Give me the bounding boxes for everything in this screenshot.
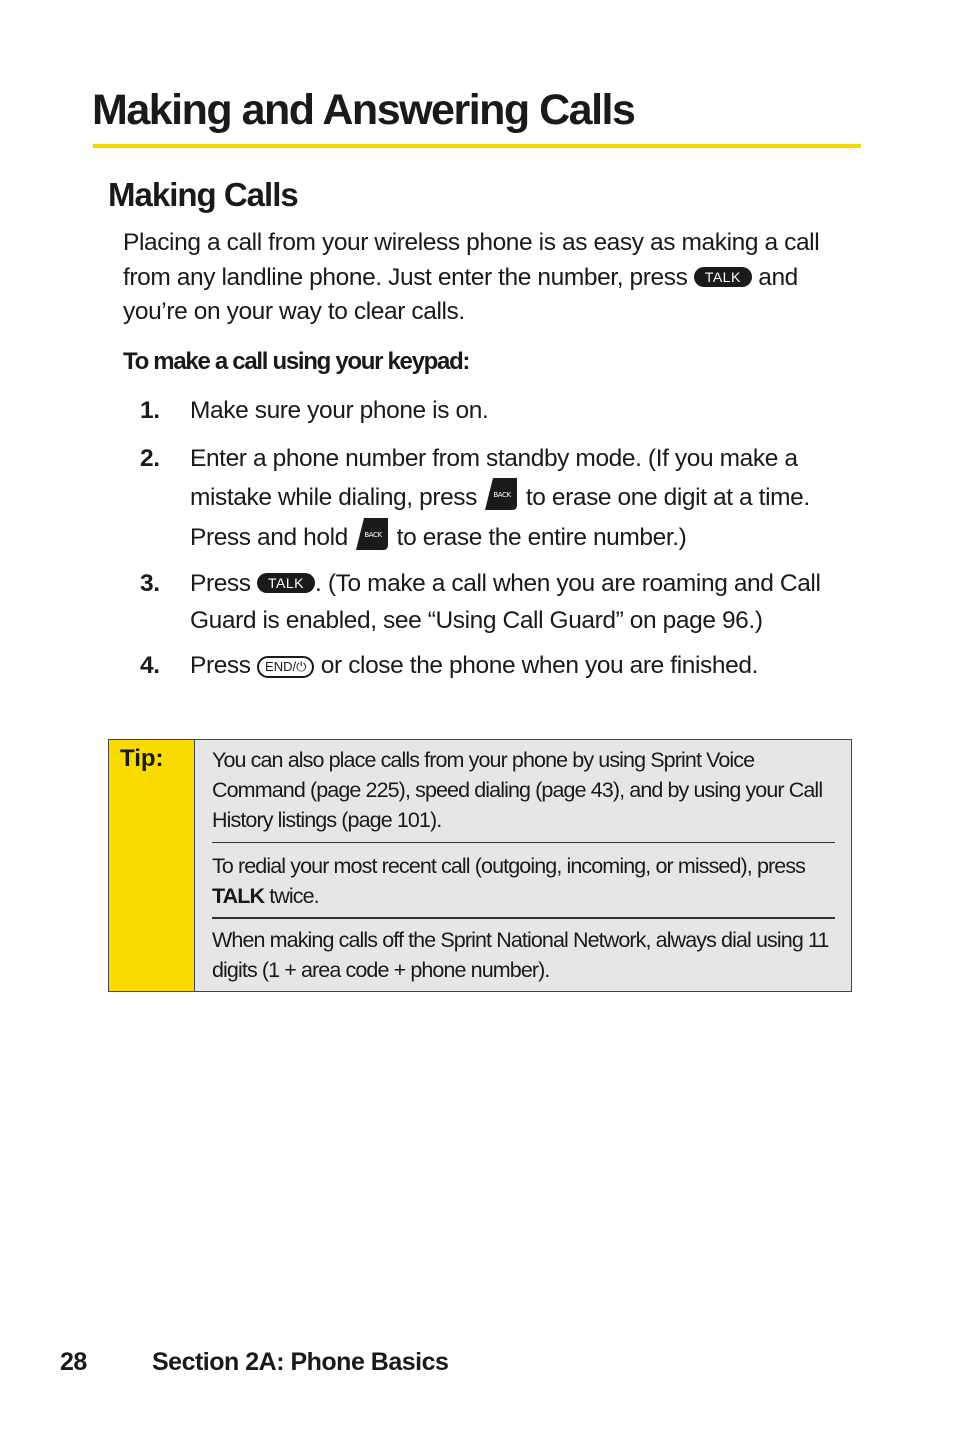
- step-text-a: Enter a phone number from standby mode. (If you make a mistake while dialing, press: [190, 444, 798, 511]
- step-text-a: Press: [190, 570, 258, 597]
- intro-text-2: and you’re on your way to clear calls.: [123, 263, 798, 325]
- title-underline: [93, 144, 861, 148]
- step-1: [140, 392, 860, 430]
- intro-text-1: Placing a call from your wireless phone is as easy as making a call from any landline phone. Just enter the number, press: [123, 229, 820, 291]
- step-number: 3.: [140, 570, 160, 597]
- page-title: Making and Answering Calls: [92, 86, 635, 134]
- step-number: 4.: [140, 652, 160, 679]
- procedure-heading: To make a call using your keypad:: [123, 348, 470, 375]
- step-3: [140, 566, 860, 639]
- tip-divider: [212, 917, 835, 919]
- svg-text:BACK: BACK: [364, 530, 382, 539]
- tip-label: Tip:: [120, 745, 164, 772]
- step-text-b: to erase one digit at a time. Press and hold: [190, 484, 810, 551]
- step-text-c: to erase the entire number.): [390, 523, 687, 551]
- tip-label-column: [109, 740, 195, 991]
- page-number: 28: [60, 1348, 87, 1376]
- section-heading: Making Calls: [108, 176, 298, 213]
- step-text: Make sure your phone is on.: [190, 397, 489, 424]
- tip-paragraph-3: When making calls off the Sprint National Network, always dial using 11 digits (1 + area code + phone number).: [212, 928, 829, 982]
- tip-paragraph-1: You can also place calls from your phone by using Sprint Voice Command (page 225), speed dialing (page 43), and by using your Call History listings (page 101).: [212, 748, 823, 832]
- step-2: [140, 440, 860, 557]
- svg-text:BACK: BACK: [493, 491, 512, 499]
- back-key-icon: [354, 517, 390, 551]
- step-4: [140, 647, 860, 685]
- step-text-b: or close the phone when you are finished.: [314, 652, 758, 679]
- tip-box: [108, 739, 852, 992]
- end-power-key-icon: END/⏻: [257, 656, 314, 678]
- tip-paragraph-2: [212, 851, 837, 911]
- tip-divider: [212, 842, 835, 843]
- step-text-b: . (To make a call when you are roaming and Call Guard is enabled, see “Using Call Guard” on page 96.): [190, 570, 821, 634]
- step-number: 1.: [140, 397, 160, 424]
- step-number: 2.: [140, 444, 160, 472]
- back-key-icon: [483, 477, 519, 511]
- tip-text-a: To redial your most recent call (outgoing, incoming, or missed), press: [212, 854, 806, 878]
- talk-key-icon: TALK: [694, 267, 752, 287]
- intro-paragraph: [123, 226, 843, 330]
- talk-key-label: TALK: [212, 884, 265, 908]
- footer-section-title: Section 2A: Phone Basics: [152, 1348, 449, 1376]
- steps-list: [140, 392, 860, 685]
- talk-key-icon: TALK: [257, 573, 315, 593]
- tip-text-b: twice.: [264, 884, 319, 908]
- step-text-a: Press: [190, 652, 258, 679]
